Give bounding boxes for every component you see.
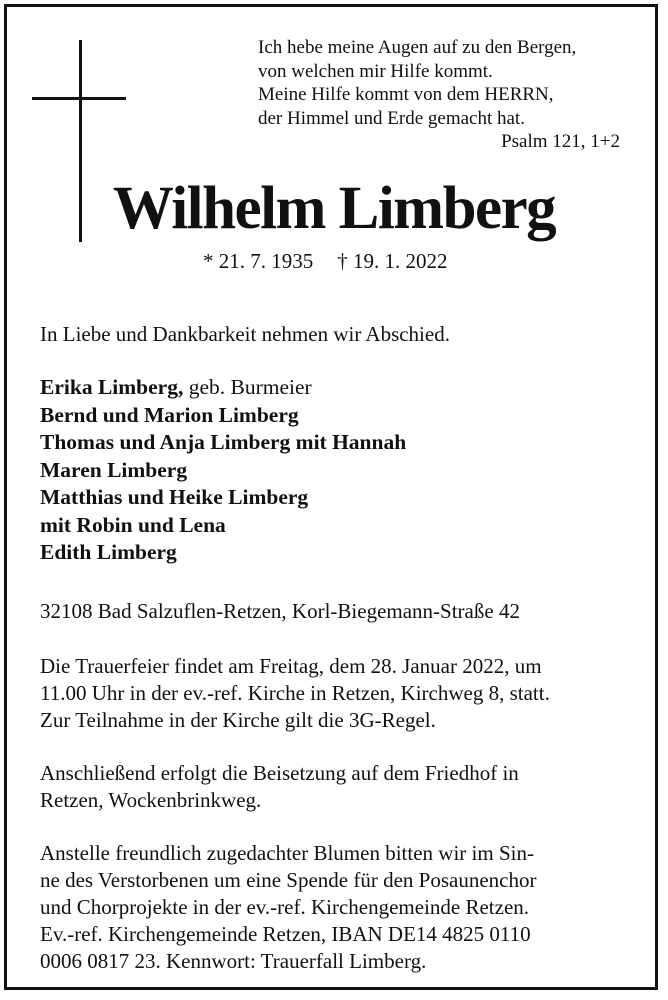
text-line: 11.00 Uhr in der ev.-ref. Kirche in Retzen, Kirchweg 8, statt.	[40, 681, 550, 705]
mourner-entry	[40, 374, 406, 402]
life-dates	[203, 247, 448, 275]
text-line: Die Trauerfeier findet am Freitag, dem 28. Januar 2022, um	[40, 654, 542, 678]
text-line: ne des Verstorbenen um eine Spende für den Posaunenchor	[40, 868, 537, 892]
mourner-name: Thomas und Anja Limberg mit Hannah	[40, 430, 407, 454]
burial-info	[40, 760, 640, 814]
death-date: † 19. 1. 2022	[337, 249, 448, 273]
mourner-name: mit Robin und Lena	[40, 512, 226, 537]
text-line: Retzen, Wockenbrinkweg.	[40, 788, 262, 812]
verse-line: Meine Hilfe kommt von dem HERRN,	[258, 84, 554, 105]
text-line: Zur Teilnahme in der Kirche gilt die 3G-Regel.	[40, 708, 436, 732]
mourner-name: Bernd und Marion Limberg	[40, 402, 299, 427]
family-address: 32108 Bad Salzuflen-Retzen, Korl-Biegemann-Straße 42	[40, 599, 520, 623]
mourner-name: Edith Limberg	[40, 540, 177, 564]
farewell-statement: In Liebe und Dankbarkeit nehmen wir Abschied.	[40, 322, 450, 346]
mourner-name: Erika Limberg,	[40, 375, 184, 399]
mourner-entry	[40, 457, 406, 485]
mourner-entry	[40, 484, 406, 512]
mourner-entry	[40, 429, 406, 457]
mourners-list	[40, 374, 406, 567]
cross-horizontal-bar	[32, 97, 126, 100]
text-line: 0006 0817 23. Kennwort: Trauerfall Limberg.	[40, 949, 427, 973]
donation-info	[40, 840, 640, 975]
mourner-name: Maren Limberg	[40, 457, 188, 482]
funeral-service-info	[40, 653, 640, 734]
mourner-maiden-name: geb. Burmeier	[183, 375, 312, 399]
text-line: Ev.-ref. Kirchengemeinde Retzen, IBAN DE14 4825 0110	[40, 922, 531, 946]
verse-line: Ich hebe meine Augen auf zu den Bergen,	[258, 37, 577, 58]
text-line: und Chorprojekte in der ev.-ref. Kirchengemeinde Retzen.	[40, 895, 530, 919]
birth-date: * 21. 7. 1935	[203, 249, 314, 273]
mourner-entry	[40, 512, 406, 540]
text-line: Anstelle freundlich zugedachter Blumen bitten wir im Sin-	[40, 841, 534, 865]
text-line: Anschließend erfolgt die Beisetzung auf dem Friedhof in	[40, 761, 519, 785]
verse-line: der Himmel und Erde gemacht hat.	[258, 107, 525, 129]
mourner-entry	[40, 402, 406, 430]
mourner-entry	[40, 539, 406, 567]
verse-reference: Psalm 121, 1+2	[501, 131, 620, 152]
verse-line: von welchen mir Hilfe kommt.	[258, 60, 493, 82]
deceased-name: Wilhelm Limberg	[112, 175, 556, 242]
psalm-verse	[258, 36, 628, 154]
mourner-name: Matthias und Heike Limberg	[40, 485, 309, 509]
